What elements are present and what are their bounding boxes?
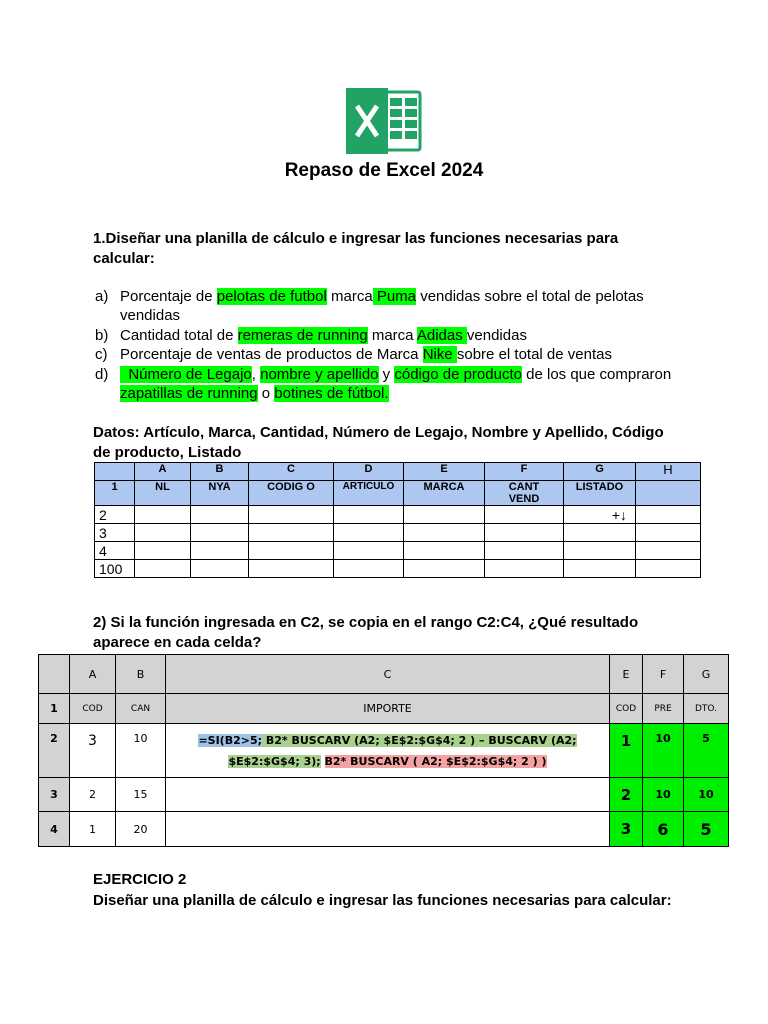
cell[interactable] [135,542,191,560]
list-text: Cantidad total de [120,326,238,344]
col-letter: D [334,463,404,481]
cell[interactable] [334,542,404,560]
cell-f[interactable]: 6 [643,812,684,847]
highlighted-text: botines de fútbol. [274,385,389,403]
list-text: vendidas [466,326,527,344]
header-cell: ARTICULO [334,481,404,506]
header-cell: CAN [116,694,166,724]
row-number: 100 [95,560,135,578]
formula-true-part-2: – BUSCARV (A2; $E$2:$G$4; 3); [228,733,577,768]
cell-f[interactable]: 10 [643,778,684,812]
row-number: 4 [39,812,70,847]
exercise-2-title: EJERCICIO 2 [93,871,187,888]
col-letter: H [636,463,701,481]
formula-true-part: B2* BUSCARV (A2; $E$2:$G$4; 2 ) [262,733,476,747]
cell[interactable] [135,524,191,542]
cell[interactable] [404,560,485,578]
cell-can[interactable]: 15 [116,778,166,812]
list-item [95,287,695,326]
cell[interactable] [249,506,334,524]
question-1-list [95,287,695,403]
cell-g[interactable]: 5 [684,812,729,847]
cell[interactable] [249,560,334,578]
cell[interactable] [404,542,485,560]
header-cell: LISTADO [564,481,636,506]
highlighted-text: código de producto [394,365,522,383]
cell[interactable] [636,506,701,524]
cell-cod[interactable]: 3 [70,724,116,778]
list-text: Porcentaje de ventas de productos de Marca [120,346,423,364]
spreadsheet-table-2 [38,654,729,847]
list-marker: a) [95,288,109,305]
cell[interactable] [485,524,564,542]
cell[interactable] [564,560,636,578]
list-text: sobre el total de ventas [456,346,612,364]
cell[interactable] [191,542,249,560]
header-cell: MARCA [404,481,485,506]
row-number: 3 [39,778,70,812]
list-text: y [378,365,395,383]
list-marker: b) [95,326,109,344]
highlighted-text: nombre y apellido [260,365,379,383]
header-cell: COD [610,694,643,724]
cell[interactable] [485,560,564,578]
row-number: 2 [39,724,70,778]
cell[interactable] [249,524,334,542]
cell-f[interactable]: 10 [643,724,684,778]
list-text: marca [367,326,417,344]
cell[interactable] [191,560,249,578]
highlighted-text: Nike [422,346,457,364]
cell-can[interactable]: 10 [116,724,166,778]
list-text: Porcentaje de [120,288,217,305]
question-1-heading: 1.Diseñar una planilla de cálculo e ingresar las funciones necesarias para calcular: [93,230,619,267]
header-cell: IMPORTE [166,694,610,724]
cell-e[interactable]: 1 [610,724,643,778]
cell-g[interactable]: 10 [684,778,729,812]
cell[interactable] [191,506,249,524]
cell[interactable] [636,560,701,578]
cell[interactable] [404,524,485,542]
datos-text: Datos: Artículo, Marca, Cantidad, Número de Legajo, Nombre y Apellido, Código de producto, Listado [93,424,664,461]
highlighted-text: Puma [372,288,417,305]
col-letter [95,463,135,481]
cell[interactable] [334,524,404,542]
header-cell: PRE [643,694,684,724]
list-item [95,365,695,404]
list-text: , [251,365,261,383]
cell[interactable] [135,560,191,578]
cell-g[interactable]: 5 [684,724,729,778]
list-text: vendidas sobre el total de pelotas vendidas [120,288,648,325]
row-number: 3 [95,524,135,542]
cell-importe[interactable] [166,812,610,847]
highlighted-text: Número de Legajo [120,365,252,383]
cell[interactable] [334,506,404,524]
list-marker: d) [95,365,109,383]
question-2-heading: 2) Si la función ingresada en C2, se copia en el rango C2:C4, ¿Qué resultado aparece en cada celda? [93,614,639,651]
col-letter: B [191,463,249,481]
cell[interactable] [135,506,191,524]
cell-e[interactable]: 2 [610,778,643,812]
list-marker: c) [95,346,108,364]
cell[interactable] [334,560,404,578]
cell[interactable] [404,506,485,524]
list-item [95,326,695,345]
cell[interactable] [564,524,636,542]
list-item [95,345,695,364]
col-letter: B [116,655,166,694]
formula-false-part: B2* BUSCARV ( A2; $E$2:$G$4; 2 ) ) [324,754,547,768]
cell-cod[interactable]: 1 [70,812,116,847]
row-number: 2 [95,506,135,524]
cell[interactable] [485,506,564,524]
header-cell: CANT VEND [485,481,564,506]
col-letter: E [404,463,485,481]
cell-e[interactable]: 3 [610,812,643,847]
list-text: marca [326,288,373,305]
header-cell: NL [135,481,191,506]
col-letter: F [643,655,684,694]
header-cell: NYA [191,481,249,506]
cell[interactable] [636,524,701,542]
cell[interactable] [564,542,636,560]
header-cell [636,481,701,506]
highlighted-text: pelotas de futbol [216,288,327,305]
cell-can[interactable]: 20 [116,812,166,847]
header-cell: COD [70,694,116,724]
corner-cell [39,655,70,694]
list-text: de los que compraron [521,365,676,383]
formula-condition: =SI(B2>5; [198,733,263,747]
fill-handle-cursor[interactable]: +↓ [564,506,636,524]
cell[interactable] [249,542,334,560]
formula-cell[interactable] [166,724,610,778]
list-text: o [257,385,275,403]
cell[interactable] [485,542,564,560]
col-letter: A [70,655,116,694]
col-letter: G [684,655,729,694]
row-number: 4 [95,542,135,560]
col-letter: F [485,463,564,481]
spreadsheet-table-1 [94,462,701,578]
row-number: 1 [39,694,70,724]
col-letter: C [249,463,334,481]
header-cell: 1 [95,481,135,506]
col-letter: E [610,655,643,694]
highlighted-text: remeras de running [237,326,368,344]
excel-logo-icon [346,88,422,154]
exercise-2-text: Diseñar una planilla de cálculo e ingresar las funciones necesarias para calcular: [93,892,672,909]
cell[interactable] [636,542,701,560]
header-cell: DTO. [684,694,729,724]
highlighted-text: zapatillas de running [120,385,258,403]
cell[interactable] [191,524,249,542]
col-letter: A [135,463,191,481]
cell-cod[interactable]: 2 [70,778,116,812]
cell-importe[interactable] [166,778,610,812]
highlighted-text: Adidas [416,326,467,344]
col-letter: G [564,463,636,481]
header-cell: CODIG O [249,481,334,506]
col-letter: C [166,655,610,694]
page-title: Repaso de Excel 2024 [284,160,484,181]
